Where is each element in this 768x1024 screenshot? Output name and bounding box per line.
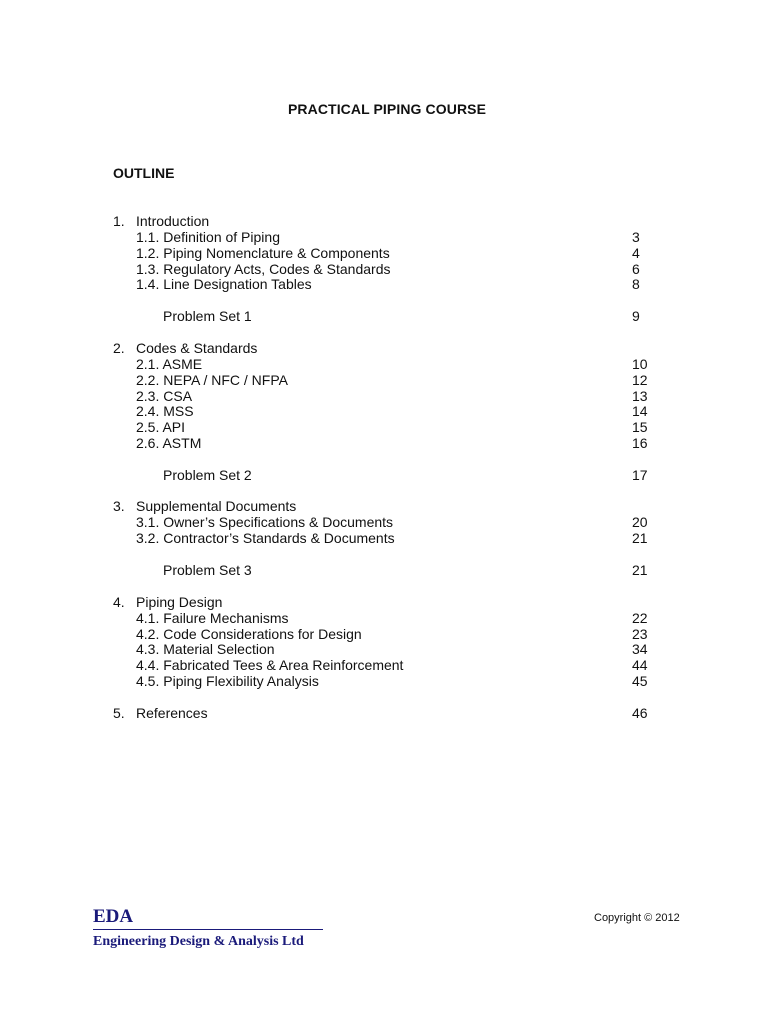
toc-page-number: 20 [632,514,648,530]
toc-section-title: Piping Design [136,594,223,610]
toc-subsection-title: 3.1. Owner’s Specifications & Documents [136,514,394,530]
toc-subsection-title: 4.3. Material Selection [136,641,275,657]
toc-subsection-title: 1.1. Definition of Piping [136,229,280,245]
toc-problem-set-title: Problem Set 2 [163,467,252,483]
document-title: PRACTICAL PIPING COURSE [287,101,487,117]
copyright-notice: Copyright © 2012 [594,912,680,924]
toc-subsection [0,610,768,626]
toc-section [0,594,768,610]
toc-page-number: 16 [632,435,648,451]
toc-page-number: 21 [632,562,648,578]
toc-subsection-title: 1.4. Line Designation Tables [136,276,312,292]
toc-subsection-title: 2.1. ASME [136,356,203,372]
toc-page-number: 44 [632,657,648,673]
toc-subsection-title: 3.2. Contractor’s Standards & Documents [136,530,395,546]
toc-subsection [0,403,768,419]
toc-problem-set [0,467,768,483]
toc-subsection [0,626,768,642]
toc-page-number: 4 [632,245,640,261]
toc-page-number: 3 [632,229,640,245]
logo-abbreviation: EDA [93,906,323,930]
toc-section-title: Codes & Standards [136,340,258,356]
toc-section [0,705,768,721]
toc-subsection-title: 1.2. Piping Nomenclature & Components [136,245,390,261]
toc-page-number: 13 [632,388,648,404]
toc-subsection-title: 4.2. Code Considerations for Design [136,626,362,642]
toc-page-number: 23 [632,626,648,642]
toc-subsection-title: 4.5. Piping Flexibility Analysis [136,673,319,689]
toc-problem-set-title: Problem Set 3 [163,562,252,578]
company-logo [93,906,323,952]
toc-problem-set-title: Problem Set 1 [163,308,252,324]
toc-page-number: 8 [632,276,640,292]
toc-subsection [0,641,768,657]
toc-subsection [0,435,768,451]
toc-problem-set [0,562,768,578]
toc-section-number: 1. [113,213,125,229]
toc-section-number: 3. [113,498,125,514]
toc-subsection [0,356,768,372]
toc-subsection-title: 4.1. Failure Mechanisms [136,610,289,626]
toc-page-number: 22 [632,610,648,626]
toc-page-number: 10 [632,356,648,372]
toc-section-number: 2. [113,340,125,356]
outline-heading: OUTLINE [113,165,175,181]
toc-section [0,213,768,229]
toc-section-title: Supplemental Documents [136,498,297,514]
toc-subsection [0,657,768,673]
toc-subsection-title: 2.6. ASTM [136,435,202,451]
toc-page-number: 6 [632,261,640,277]
toc-section-title: Introduction [136,213,210,229]
toc-subsection [0,530,768,546]
toc-subsection [0,673,768,689]
toc-subsection [0,276,768,292]
toc-subsection [0,372,768,388]
toc-problem-set [0,308,768,324]
toc-page-number: 17 [632,467,648,483]
toc-subsection [0,261,768,277]
toc-subsection [0,514,768,530]
toc-subsection [0,245,768,261]
toc-subsection-title: 2.3. CSA [136,388,193,404]
toc-subsection [0,388,768,404]
toc-page-number: 46 [632,705,648,721]
toc-page-number: 14 [632,403,648,419]
toc-subsection-title: 2.2. NEPA / NFC / NFPA [136,372,288,388]
toc-section [0,340,768,356]
toc-subsection-title: 1.3. Regulatory Acts, Codes & Standards [136,261,391,277]
toc-section [0,498,768,514]
toc-subsection-title: 4.4. Fabricated Tees & Area Reinforcement [136,657,404,673]
toc-page-number: 12 [632,372,648,388]
toc-subsection [0,419,768,435]
toc-section-number: 4. [113,594,125,610]
toc-section-number: 5. [113,705,125,721]
toc-subsection-title: 2.5. API [136,419,186,435]
toc-subsection-title: 2.4. MSS [136,403,194,419]
toc-page-number: 9 [632,308,640,324]
toc-page-number: 21 [632,530,648,546]
logo-company-name: Engineering Design & Analysis Ltd [93,934,304,949]
toc-page-number: 15 [632,419,648,435]
toc-page-number: 34 [632,641,648,657]
toc-section-title: References [136,705,208,721]
toc-page-number: 45 [632,673,648,689]
toc-subsection [0,229,768,245]
